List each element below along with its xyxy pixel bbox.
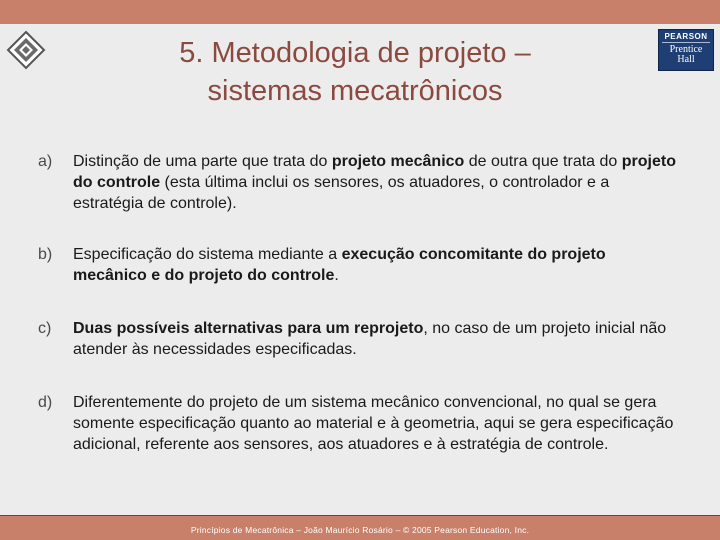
text-run: (esta última inclui os sensores, os atuadores, o controlador e a estratégia de controle). bbox=[73, 174, 610, 212]
footer-text: Princípios de Mecatrônica – João Maurício Rosário – © 2005 Pearson Education, Inc. bbox=[190, 525, 530, 535]
bold-run: execução concomitante do projeto mecânico e do projeto do controle bbox=[73, 246, 606, 284]
slide-title bbox=[110, 34, 600, 110]
top-accent-bar bbox=[0, 0, 720, 24]
text-run: Especificação do sistema mediante a bbox=[73, 246, 342, 263]
footer-bar bbox=[0, 515, 720, 540]
list-marker: b) bbox=[38, 246, 53, 263]
bold-run: projeto do controle bbox=[73, 153, 676, 191]
bold-run: Duas possíveis alternativas para um reprojeto bbox=[73, 320, 424, 337]
list-marker: d) bbox=[38, 394, 53, 411]
text-run: Diferentemente do projeto de um sistema mecânico convencional, no qual se gera somente especificação quanto ao material e à geometria, aqui se gera especificação adicional, referente aos sensores, aos atuadores e à estratégia de controle. bbox=[73, 394, 674, 453]
list-item-c bbox=[38, 318, 678, 360]
text-run: . bbox=[334, 267, 339, 284]
logo-line-3: Hall bbox=[677, 54, 695, 65]
list-item-a bbox=[38, 151, 678, 214]
diamond-icon bbox=[6, 30, 46, 70]
text-run: Distinção de uma parte que trata do bbox=[73, 153, 332, 170]
title-line-1: 5. Metodologia de projeto – bbox=[179, 37, 531, 69]
list-item-b bbox=[38, 244, 678, 286]
text-run: , no caso de um projeto inicial não atender às necessidades especificadas. bbox=[73, 320, 667, 358]
title-line-2: sistemas mecatrônicos bbox=[207, 75, 503, 107]
logo-line-2: Prentice bbox=[669, 44, 703, 55]
logo-line-1: PEARSON bbox=[662, 32, 710, 43]
list-item-text bbox=[73, 151, 678, 214]
text-run: de outra que trata do bbox=[464, 153, 622, 170]
list-item-text bbox=[73, 318, 678, 360]
list-item-text bbox=[73, 392, 678, 455]
list-item-d bbox=[38, 392, 678, 455]
bold-run: projeto mecânico bbox=[331, 153, 465, 170]
list-item-text bbox=[73, 244, 678, 286]
pearson-prentice-hall-logo bbox=[658, 29, 714, 71]
list-marker: a) bbox=[38, 153, 53, 170]
list-marker: c) bbox=[38, 320, 52, 337]
